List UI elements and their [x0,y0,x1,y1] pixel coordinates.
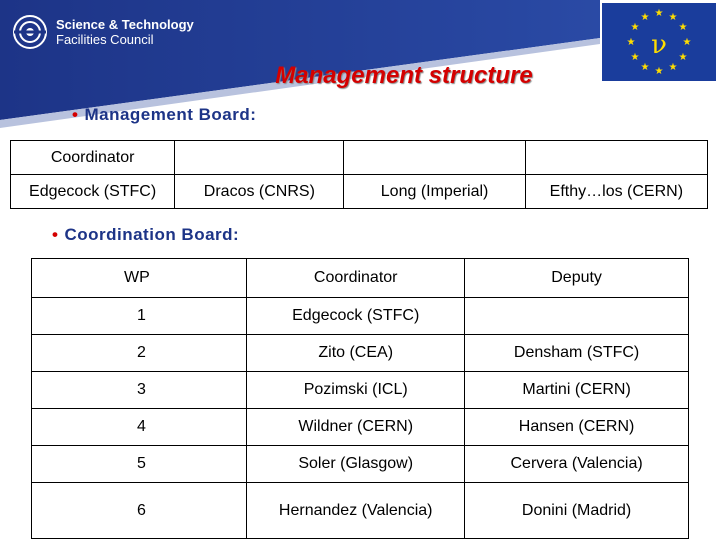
svg-text:★: ★ [640,62,650,73]
table-cell: 3 [32,372,247,409]
svg-text:★: ★ [654,66,664,77]
table-cell: Zito (CEA) [247,335,465,372]
table-row [32,446,689,483]
table-row [11,175,708,209]
table-cell: Efthy…los (CERN) [525,175,707,209]
svg-text:★: ★ [626,37,636,48]
svg-text:★: ★ [682,37,692,48]
svg-text:★: ★ [630,22,640,33]
bullet-icon: • [52,225,59,244]
svg-text:★: ★ [654,8,664,19]
management-board-table [10,140,708,209]
coordination-board-table [31,258,689,539]
table-cell: Soler (Glasgow) [247,446,465,483]
coordination-board-heading: • Coordination Board: [52,225,240,244]
page-title: Management structure [275,62,533,89]
flag-nu-symbol: ν [651,30,667,60]
logo-line-2: Facilities Council [56,32,154,47]
eu-flag-icon [602,3,716,81]
table-row [32,372,689,409]
management-board-heading: • Management Board: [72,105,257,124]
svg-text:★: ★ [630,52,640,63]
table-cell: Densham (STFC) [465,335,689,372]
table-row [32,409,689,446]
table-cell: Donini (Madrid) [465,483,689,539]
stfc-logo [12,14,194,50]
table-cell: Hernandez (Valencia) [247,483,465,539]
table-cell: Wildner (CERN) [247,409,465,446]
table-cell: 4 [32,409,247,446]
table-cell: Dracos (CNRS) [175,175,344,209]
column-header: Deputy [465,259,689,298]
table-cell: 1 [32,298,247,335]
table-row [32,298,689,335]
svg-text:★: ★ [678,52,688,63]
table-cell: 5 [32,446,247,483]
bullet-icon: • [72,105,79,124]
table-cell: Cervera (Valencia) [465,446,689,483]
table-cell: 6 [32,483,247,539]
table-cell: Long (Imperial) [344,175,525,209]
table-cell [344,141,525,175]
table-cell: Hansen (CERN) [465,409,689,446]
table-cell [525,141,707,175]
column-header: WP [32,259,247,298]
table-cell: Pozimski (ICL) [247,372,465,409]
table-cell: Edgecock (STFC) [247,298,465,335]
table-row [32,483,689,539]
svg-text:★: ★ [678,22,688,33]
logo-line-1: Science & Technology [56,17,194,32]
table-header-row [32,259,689,298]
table-cell: Martini (CERN) [465,372,689,409]
column-header: Coordinator [247,259,465,298]
svg-text:★: ★ [668,62,678,73]
stfc-logo-icon [12,14,48,50]
table-cell: Edgecock (STFC) [11,175,175,209]
table-row [32,335,689,372]
svg-text:★: ★ [668,12,678,23]
table-cell: 2 [32,335,247,372]
table-cell [465,298,689,335]
svg-text:★: ★ [640,12,650,23]
table-cell [175,141,344,175]
table-row [11,141,708,175]
table-cell: Coordinator [11,141,175,175]
